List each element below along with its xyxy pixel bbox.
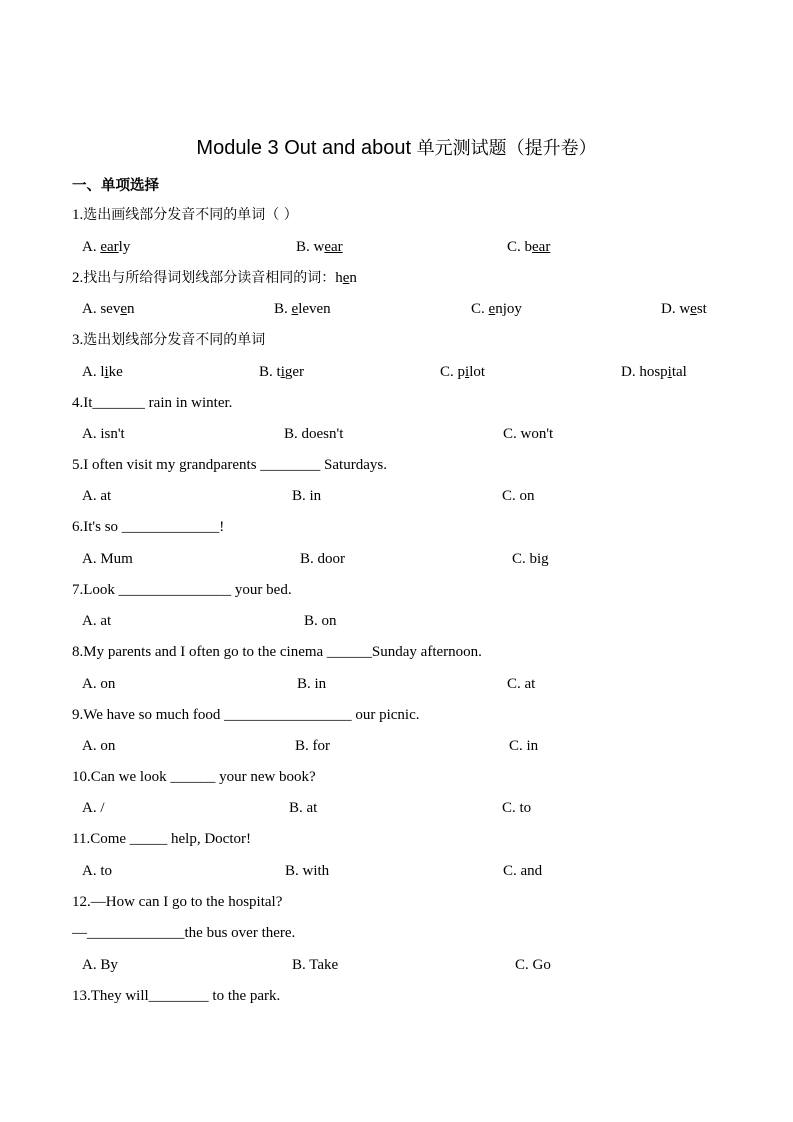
question-stem-5 — [72, 456, 387, 474]
text-segment: h — [335, 270, 343, 286]
underlined-segment: i — [104, 364, 109, 380]
text-segment: 9.We have so much food _________________ our picnic. — [72, 707, 420, 723]
answer-option-b — [295, 737, 330, 755]
answer-option-b — [285, 862, 329, 880]
answer-option-c — [440, 363, 485, 381]
text-segment: 选出划线部分发音不同的单词 — [83, 332, 266, 348]
answer-option-a — [82, 550, 133, 568]
text-segment: 6.It's so _____________! — [72, 519, 225, 535]
answer-option-b — [296, 238, 343, 256]
text-segment: B. t — [259, 364, 281, 380]
text-segment: B. in — [297, 676, 327, 692]
question-stem-13 — [72, 987, 280, 1005]
underlined-segment: e — [291, 301, 299, 317]
text-segment: 3. — [72, 332, 84, 348]
question-stem-12 — [72, 893, 282, 911]
answer-option-b — [289, 799, 317, 817]
text-segment: D. w — [661, 301, 691, 317]
text-segment: A. on — [82, 676, 116, 692]
text-segment: A. isn't — [82, 426, 125, 442]
text-segment: A. By — [82, 957, 118, 973]
answer-option-b — [274, 300, 331, 318]
question-stem-2 — [72, 269, 357, 287]
text-segment: n — [127, 301, 135, 317]
question-stem-6 — [72, 518, 224, 536]
text-segment: C. Go — [515, 957, 551, 973]
text-segment: A. l — [82, 364, 105, 380]
answer-option-c — [502, 799, 531, 817]
text-segment: 找出与所给得词划线部分读音相同的词： — [83, 270, 336, 286]
answer-option-b — [297, 675, 326, 693]
text-segment: 13.They will________ to the park. — [72, 988, 281, 1004]
text-segment: D. hosp — [621, 364, 668, 380]
question-stem-4 — [72, 394, 232, 412]
text-segment: C. — [471, 301, 489, 317]
text-segment: n — [349, 270, 357, 286]
answer-option-a — [82, 487, 111, 505]
question-stem-1 — [72, 206, 298, 224]
text-segment: C. big — [512, 551, 549, 567]
underlined-segment: i — [280, 364, 285, 380]
answer-option-c — [509, 737, 538, 755]
text-segment: C. on — [502, 488, 535, 504]
answer-option-c — [502, 487, 535, 505]
answer-option-b — [284, 425, 343, 443]
text-segment: 8.My parents and I often go to the cinema ______Sunday afternoon. — [72, 644, 482, 660]
answer-option-b — [304, 612, 337, 630]
answer-option-c — [503, 425, 553, 443]
answer-option-d — [661, 300, 707, 318]
question-dialogue-line — [72, 924, 295, 942]
answer-option-c — [503, 862, 542, 880]
answer-option-a — [82, 737, 115, 755]
question-stem-7 — [72, 581, 292, 599]
text-segment: A. — [82, 239, 101, 255]
text-segment: B. w — [296, 239, 325, 255]
text-segment: —_____________the bus over there. — [72, 925, 296, 941]
text-segment: 11.Come _____ help, Doctor! — [72, 831, 251, 847]
text-segment: C. in — [509, 738, 539, 754]
answer-option-a — [82, 300, 135, 318]
text-segment: B. in — [292, 488, 322, 504]
text-segment: 12.—How can I go to the hospital? — [72, 894, 283, 910]
text-segment: A. sev — [82, 301, 121, 317]
text-segment: B. on — [304, 613, 337, 629]
title-chinese: 单元测试题（提升卷） — [416, 138, 597, 159]
underlined-segment: ear — [324, 239, 343, 255]
question-stem-8 — [72, 643, 482, 661]
text-segment: A. / — [82, 800, 105, 816]
text-segment: 4.It_______ rain in winter. — [72, 395, 233, 411]
underlined-segment: i — [465, 364, 470, 380]
text-segment: B. at — [289, 800, 318, 816]
answer-option-c — [515, 956, 551, 974]
answer-option-b — [300, 550, 345, 568]
answer-option-b — [292, 487, 321, 505]
text-segment: njoy — [495, 301, 522, 317]
underlined-segment: ear — [100, 239, 119, 255]
text-segment: B. for — [295, 738, 330, 754]
underlined-segment: e — [488, 301, 496, 317]
answer-option-a — [82, 799, 105, 817]
question-stem-9 — [72, 706, 419, 724]
text-segment: 7.Look _______________ your bed. — [72, 582, 292, 598]
answer-option-c — [507, 238, 550, 256]
text-segment: ger — [284, 364, 305, 380]
question-stem-10 — [72, 768, 316, 786]
text-segment: C. p — [440, 364, 466, 380]
answer-option-a — [82, 612, 111, 630]
text-segment: lot — [469, 364, 486, 380]
text-segment: C. won't — [503, 426, 554, 442]
underlined-segment: e — [690, 301, 697, 317]
text-segment: C. to — [502, 800, 532, 816]
answer-option-c — [507, 675, 535, 693]
text-segment: ke — [108, 364, 123, 380]
text-segment: A. at — [82, 613, 112, 629]
text-segment: 选出画线部分发音不同的单词（ ） — [83, 207, 298, 223]
text-segment: B. Take — [292, 957, 339, 973]
question-stem-11 — [72, 830, 251, 848]
answer-option-c — [471, 300, 522, 318]
text-segment: 5.I often visit my grandparents ________ Saturdays. — [72, 457, 387, 473]
text-segment: 2. — [72, 270, 84, 286]
section-heading: 一、单项选择 — [72, 178, 159, 194]
text-segment: A. to — [82, 863, 112, 879]
text-segment: C. and — [503, 863, 543, 879]
page-title — [0, 134, 793, 160]
text-segment: B. door — [300, 551, 345, 567]
answer-option-a — [82, 956, 118, 974]
text-segment: B. doesn't — [284, 426, 344, 442]
underlined-segment: i — [667, 364, 672, 380]
title-english: Module 3 Out and about — [196, 137, 412, 159]
text-segment: A. on — [82, 738, 116, 754]
text-segment: A. Mum — [82, 551, 133, 567]
text-segment: A. at — [82, 488, 112, 504]
text-segment: leven — [298, 301, 331, 317]
text-segment: 1. — [72, 207, 84, 223]
text-segment: 10.Can we look ______ your new book? — [72, 769, 316, 785]
text-segment: B. with — [285, 863, 330, 879]
text-segment: st — [696, 301, 707, 317]
text-segment: ly — [118, 239, 131, 255]
answer-option-a — [82, 675, 115, 693]
answer-option-c — [512, 550, 549, 568]
text-segment: C. at — [507, 676, 536, 692]
answer-option-a — [82, 862, 112, 880]
answer-option-b — [292, 956, 338, 974]
answer-option-b — [259, 363, 304, 381]
underlined-segment: e — [120, 301, 127, 317]
underlined-segment: ear — [532, 239, 551, 255]
answer-option-a — [82, 238, 130, 256]
answer-option-d — [621, 363, 687, 381]
answer-option-a — [82, 425, 125, 443]
underlined-segment: e — [342, 270, 350, 286]
answer-option-a — [82, 363, 123, 381]
text-segment: C. b — [507, 239, 533, 255]
text-segment: tal — [671, 364, 687, 380]
question-stem-3 — [72, 331, 265, 349]
text-segment: B. — [274, 301, 292, 317]
